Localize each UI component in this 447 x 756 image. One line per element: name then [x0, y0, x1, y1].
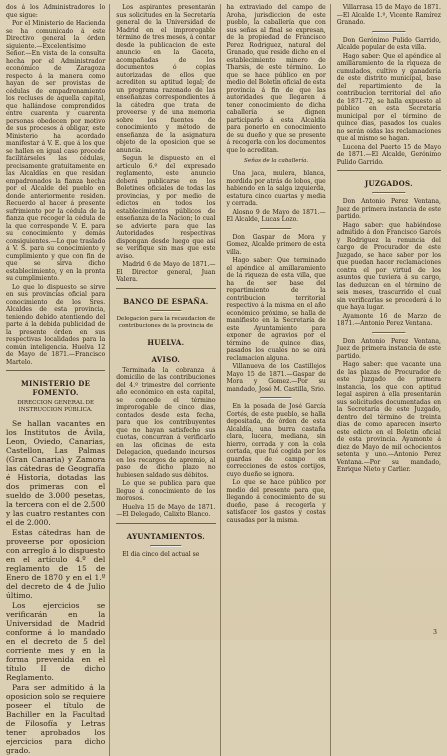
place-heading: HUELVA. [147, 337, 185, 347]
paragraph: Huelva 15 de Mayo de 1871.—El Delegado, Calixto Blanco. [116, 503, 216, 518]
short-divider [260, 228, 292, 230]
paragraph: Hago saber: que habiéndose admitido á don Francisco Garcés y Rodriguez la renuncia del cargo de Procurador de este Juzgado, se hace saber por los que puedan hacer reclamaciones contra el por virtud de los asuntos que tuviera á su cargo, las deduzcan en el término de seis meses, trascurrido el cual sin verificarlas se procederá á lo que haya lugar. [336, 221, 441, 311]
paragraph: Lucena del Puerto 15 de Mayo de 1871.—El Alcalde, Gerónimo Pulido Garrido. [336, 143, 441, 166]
section-subheading: DIRECCION GENERAL DE INSTRUCCION PÚBLICA. [17, 400, 95, 413]
column-4 [337, 4, 441, 756]
paragraph: Segun le dispuesto en el artículo 6.º del expresado reglamento, este anuncio deberá publicarse en los Boletines oficiales de todas las provincias, y por medio de edictos en todos los establecimientos públicos de enseñanza de la Nacion; lo cual se advierte para que las Autoridades respectivas dispongan desde luego que así se verifique sin mas que este aviso. [116, 155, 216, 260]
column-1 [6, 4, 110, 756]
columns [6, 4, 441, 755]
section-heading: BANCO DE ESPAÑA. [123, 296, 209, 306]
section-subheading: Delegacion para la recaudacion de contribuciones de la provincia de [116, 315, 216, 329]
paragraph: Don Antonio Perez Ventana, Juez de primera instancia de este partido. [336, 337, 441, 360]
paragraph: Para ser admitido á la oposicion solo se requiere poseer el título de Bachiller en la Facultad de Filosofía y Letras tener aprobados los ejercicios para dicho grado. [6, 683, 106, 755]
short-divider [150, 310, 182, 312]
paragraph: El dia cinco del actual se [122, 550, 200, 558]
paragraph: En la posada de José García Cortés, de este pueblo, se halla depositada, de órden de esta Alcaldía, una burra castaña clara, lucera, mediana, sin hierro, cerrada y con la cola cortada, que fué cogida por los guardas de campo en correcciones de estos cortijos, cuyo dueño se ignora. [226, 403, 326, 478]
paragraph: Lo que lo dispuesto se sirve en sus provincias oficial para conocimiento de los Sres. Alcaldes de esta provincia, teniendo debido atentiendo del parte á la debida publicidad de la presente órden en sus respectivas localidades para la común inteligencia. Huelva 12 de Mayo de 1871.—Francisco Martelo. [6, 283, 106, 366]
section-subheading: Señas de la caballería. [244, 158, 309, 164]
aviso-heading: AVISO. [151, 354, 181, 364]
short-divider [372, 31, 405, 33]
paragraph: ha extraviado del campo de Aroha, jurisdiccion de este pueblo, la caballería que con sus señas al final se expresan, de la propiedad de Francisco Perez Rodriguez, natural del Granado, que reside dicho en el establecimiento minero de Tharsis, de este término. Lo que se hace público en por medio del Boletin oficial de esta provincia á fin de que las autoridades que llegaren á tener conocimiento de dicha caballería se dignen participarlo á esta Alcaldía para ponerlo en conocimiento de su dueño y que se presente á recogerla con los documentos que lo acreditan. [226, 4, 326, 154]
paragraph: Se hallan vacantes en los Institutos de Ávila, Leon, Oviedo, Canarias, Castellon, Las Palmas (Gran Canaria) y Zamora las cátedras de Geografía é Historia, dotadas las dos primeras con el sueldo de 3.000 pesetas, la tercera con el de 2.500 y las cuatro restantes con el de 2.000. [6, 419, 106, 527]
paragraph: Madrid 6 de Mayo de 1871.—El Director general, Juan Valera. [116, 261, 216, 283]
paragraph: Hago saber: Que el apéndice al amillaramiento de la riqueza de cumulados, cultivo y ganadería de este distrito municipal, base del repartimiento de la contribucion territorial del año de 1871-72, se halla expuesto al público en esta Secretaría municipal por el término de quince dias, pasados los cuales no serán oidas las reclamaciones que al mismo se hagan. [336, 52, 441, 142]
short-divider [372, 332, 405, 334]
divider [116, 523, 215, 524]
paragraph: Los aspirantes presentarán sus solicitudes en la Secretaría general de la Universidad de Madrid en el improrogable término de tres meses, á contar desde la publicacion de este anuncio en la Gaceta, acompañadas de los documentos ó copias autorizadas de ellos que acrediten su aptitud legal; de un programa razonado de las enseñanzas correspondientes á la cátedra que trata de proveerse y de una memoria sobre los fuentes de conocimiento y método de enseñanza de la asignatura objeto de la oposicion que se anuncia. [116, 4, 216, 154]
section-heading: JUZGADOS. [364, 179, 413, 188]
paragraph: Villarrasa 15 de Mayo de 1871.—El Alcalde 1.º, Vicente Ramírez Granado. [336, 4, 441, 26]
paragraph: Estas cátedras han de proveerse por oposicion con arreglo á lo dispuesto en el artículo 4.º del reglamento de 15 de Enero de 1870 y en el 1.º del decreto de 4 de Julio último. [6, 528, 106, 600]
paragraph: Don Antonio Perez Ventana, Juez de primera instancia de este partido. [336, 198, 441, 220]
column-3 [227, 4, 331, 756]
paragraph: Don Gerónimo Pulido Garrido, Alcalde popular de esta villa. [336, 36, 441, 51]
paragraph: dos á los Administradores lo que sigue: [6, 4, 106, 19]
section-heading: AYUNTAMIENTOS. [126, 531, 206, 541]
paragraph: Don Gaspar de Mora y Gomez, Alcalde primero de esta villa. [226, 233, 326, 256]
paragraph: Villanueva de los Castillejos Mayo 15 de 1871.—Gaspar de Mora y Gomez.—Por su mandado, José M. Castilla, Srio. [226, 363, 326, 393]
paragraph: Lo que se publica para que llegue á conocimiento de los morosos. [116, 480, 216, 502]
divider [116, 288, 215, 289]
column-2 [116, 4, 220, 756]
paragraph: Una jaca, mulera, blanca, mordida por atrás de lobos, que habiendo en la salga izquierda, estatura cinco cuartas y media y cerrada. [226, 170, 326, 207]
paragraph: Los ejercicios se verificarán en la Universidad de Madrid conforme á lo mandado en el decreto de 5 del corriente mes y en la forma prevenida en el título II de dicho Reglamento. [6, 601, 106, 682]
short-divider [150, 545, 182, 547]
paragraph: Lo que se hace público por medio del presente para que, llegando á conocimiento de su dueño, pase á recogerla y satisfacer los gastos y costas causadas por la misma. [226, 479, 326, 524]
page-number: 3 [433, 629, 437, 636]
paragraph: Terminada la cobranza á domicilio de las contribuciones del 4.º trimestre del corriente año económico en esta capital, se concede el término improrogable de cinco dias, contados desde esta fecha, para que los contribuyentes que no hayan satisfecho sus cuotas, concurran á verificarlo en las oficinas de esta Delegacion, quedando incursos en los recargos de apremio, al paso de dicho plazo no hubiesen saldado sus débitos. [116, 366, 216, 479]
short-divider [260, 397, 292, 399]
paragraph: Ayamonte 16 de Marzo de 1871.—Antonio Perez Ventana. [336, 312, 441, 327]
paragraph: Por el Ministerio de Hacienda se ha comunicado á este Directivo general la órden siguiente.—Excelentísimo Señor.—En vista de la consulta hecha por el Administrador económico de Zaragoza respecto á la manera como hayan de ser provistas de cédulas de empadronamiento los recluses de aquella capital, que hallándose comprendidos entre cuarenta y cuarenta personas obedecen por motivo de sus procesos á obligar, este Ministerio ha acordado manifestar á V. E. que á los que se hallen en igual caso procede facilitárseles las cédulas, precisamente gratuitamente en las Alcaldías en que residan empadronados la fianza hecha por el Alcalde del pueblo en donde anteriormente residen. Recuerdo al hacer á presente sufrimiento por la cédula de la fianza que recoger la cédula de la que corresponde V. E. para su conocimiento y demás consiguientes.—Lo que traslado á V. S. para su conocimiento y cumplimiento y que con fin de que se sirva dicho establecimiento, y en la pronta su cumplimiento. [6, 20, 106, 282]
divider [6, 370, 105, 371]
short-divider [372, 192, 405, 194]
paragraph: Hago saber: que vacante una de las plazas de Procurador de este Juzgado de primera instancia, los que con aptitud legal aspiren á ella presentarán sus solicitudes documentadas en la Secretaría de este Juzgado, dentro del término de treinta dias de como aparecen inserto este edicto en el Boletin oficial de esta provincia. Ayamonte á diez de Mayo de mil ochocientos setenta y uno.—Antonio Perez Ventana.—Por su mandado, Enrique Nieto y Carlier. [336, 361, 441, 473]
section-heading: MINISTERIO DE FOMENTO. [21, 379, 91, 397]
paragraph: Hago saber: Que terminado el apéndice al amillaramiento de la riqueza de esta villa, que ha de ser base del repartimiento de la contribucion territorial respectivo á la misma en el año económico próximo, se halla de manifiesto en la Secretaría de este Ayuntamiento para exponer de agravios por el término de quince dias, pasados los cuales no se oirá reclamacion alguna. [226, 257, 326, 362]
divider [337, 170, 441, 171]
paragraph: Alosno 9 de Mayo de 1871.—El Alcalde, Lucas Lozo. [226, 208, 326, 223]
